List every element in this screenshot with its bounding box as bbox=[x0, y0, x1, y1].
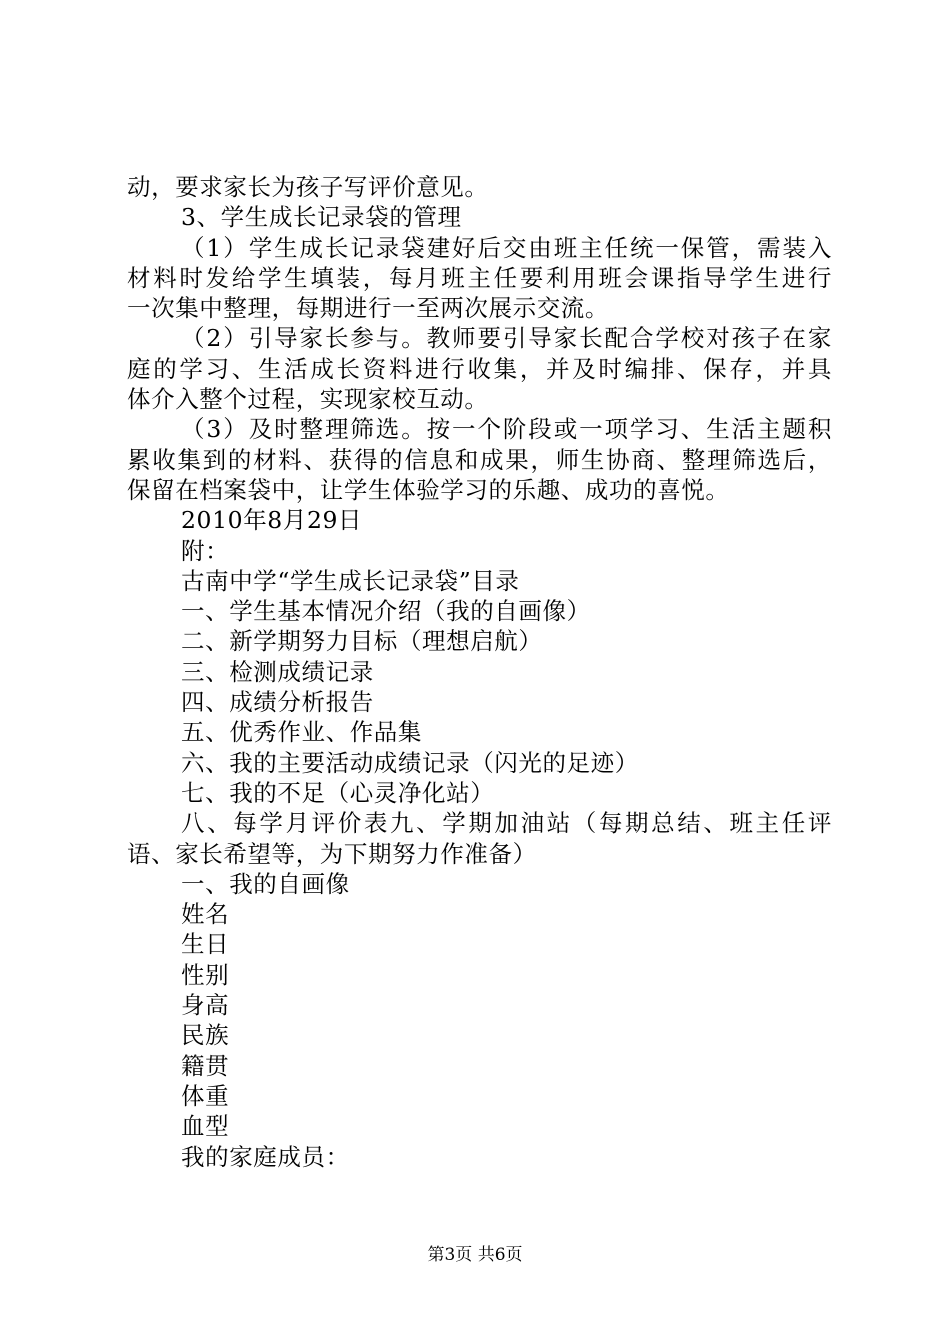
text-line: 附： bbox=[181, 536, 230, 565]
text-line: 3、学生成长记录袋的管理 bbox=[181, 203, 462, 232]
text-line: 语、家长希望等，为下期努力作准备） bbox=[127, 839, 537, 868]
text-line: 生日 bbox=[181, 930, 230, 959]
text-line: 体介入整个过程，实现家校互动。 bbox=[127, 385, 489, 414]
text-line: 二、新学期努力目标（理想启航） bbox=[181, 627, 543, 656]
text-line: 一、我的自画像 bbox=[181, 869, 350, 898]
text-line: 材料时发给学生填装，每月班主任要利用班会课指导学生进行 bbox=[127, 263, 832, 292]
text-line: 三、检测成绩记录 bbox=[181, 657, 374, 686]
text-line: 四、成绩分析报告 bbox=[181, 688, 374, 717]
text-line: 五、优秀作业、作品集 bbox=[181, 718, 422, 747]
text-line: 古南中学“学生成长记录袋”目录 bbox=[181, 566, 520, 595]
text-line: 民族 bbox=[181, 1021, 230, 1050]
text-line: 体重 bbox=[181, 1081, 230, 1110]
document-body bbox=[127, 172, 832, 1172]
text-line: 一次集中整理，每期进行一至两次展示交流。 bbox=[127, 294, 609, 323]
text-line: （2）引导家长参与。教师要引导家长配合学校对孩子在家 bbox=[181, 324, 832, 353]
text-line: 八、每学月评价表九、学期加油站（每期总结、班主任评 bbox=[181, 809, 832, 838]
text-line: 籍贯 bbox=[181, 1051, 230, 1080]
text-line: 姓名 bbox=[181, 900, 230, 929]
text-line: 六、我的主要活动成绩记录（闪光的足迹） bbox=[181, 748, 639, 777]
text-line: 累收集到的材料、获得的信息和成果，师生协商、整理筛选后， bbox=[127, 445, 832, 474]
text-line: （3）及时整理筛选。按一个阶段或一项学习、生活主题积 bbox=[181, 415, 832, 444]
text-line: 血型 bbox=[181, 1112, 230, 1141]
text-line: 2010年8月29日 bbox=[181, 506, 363, 535]
text-line: 七、我的不足（心灵净化站） bbox=[181, 778, 495, 807]
text-line: 庭的学习、生活成长资料进行收集，并及时编排、保存，并具 bbox=[127, 354, 832, 383]
text-line: 保留在档案袋中，让学生体验学习的乐趣、成功的喜悦。 bbox=[127, 475, 730, 504]
text-line: 性别 bbox=[181, 960, 230, 989]
text-line: 一、学生基本情况介绍（我的自画像） bbox=[181, 597, 591, 626]
text-line: 身高 bbox=[181, 991, 230, 1020]
text-line: （1）学生成长记录袋建好后交由班主任统一保管，需装入 bbox=[181, 233, 832, 262]
page-footer: 第3页 共6页 bbox=[427, 1245, 523, 1265]
text-line: 我的家庭成员： bbox=[181, 1142, 350, 1171]
text-line: 动，要求家长为孩子写评价意见。 bbox=[127, 173, 489, 201]
